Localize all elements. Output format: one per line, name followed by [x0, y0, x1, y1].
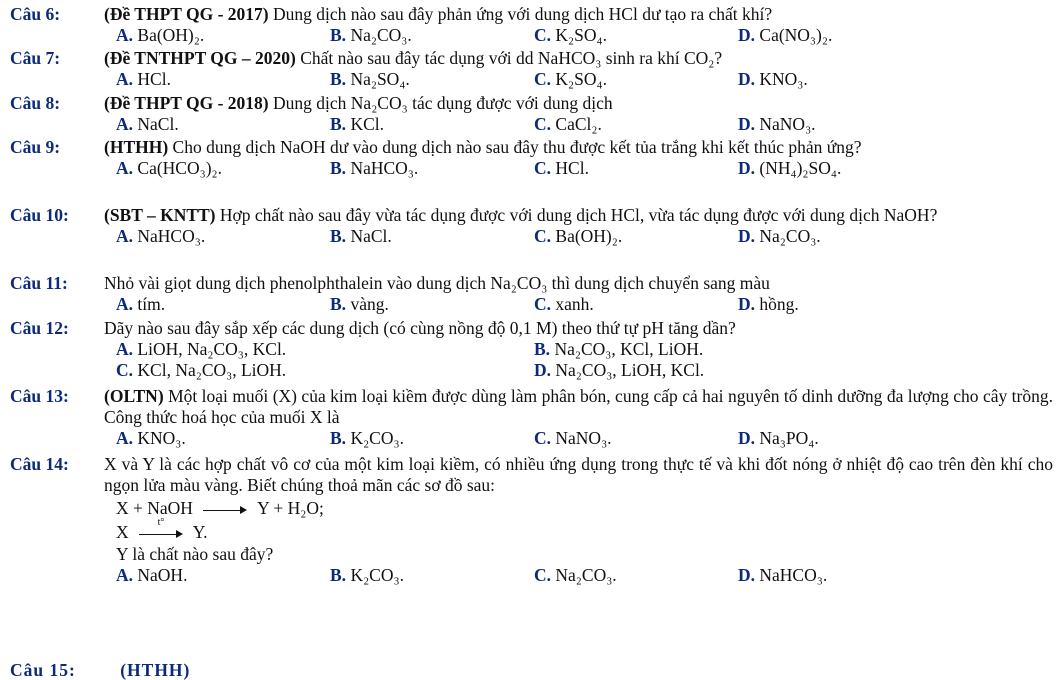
options-row [104, 360, 1053, 381]
option-b: B. KCl. [330, 114, 384, 134]
option-b: B. NaHCO₃. [330, 158, 419, 178]
options-row [104, 158, 1053, 179]
option-a: A. tím. [116, 294, 166, 314]
option-a: A. Ba(OH)₂. [116, 25, 205, 45]
question-number: Câu 9: [10, 137, 61, 157]
question-stem [104, 454, 1053, 496]
question-source: (HTHH) [120, 660, 191, 680]
option-b: B. Na₂CO₃. [330, 25, 412, 45]
option-a: A. NaCl. [116, 114, 179, 134]
question-text: Dung dịch Na₂CO₃ tác dụng được với dung dịch [268, 93, 613, 113]
option-a: A. HCl. [116, 69, 171, 89]
option-b: B. K₂CO₃. [330, 565, 404, 585]
option-c: C. CaCl₂. [534, 114, 602, 134]
question-stem [104, 93, 1053, 114]
option-c: C. Ba(OH)₂. [534, 226, 623, 246]
question-13 [10, 386, 1053, 449]
reaction-line-2: X t° Y. [116, 516, 208, 542]
question-stem [104, 48, 1053, 69]
option-d: D. Na₂CO₃. [738, 226, 821, 246]
question-source: (SBT – KNTT) [104, 205, 216, 225]
option-c: C. KCl, Na₂CO₃, LiOH. [116, 360, 287, 380]
options-row [104, 25, 1053, 46]
options-row [104, 294, 1053, 315]
question-text: Chất nào sau đây tác dụng với dd NaHCO₃ sinh ra khí CO₂? [295, 48, 723, 68]
question-7 [10, 48, 1053, 90]
option-c: C. K₂SO₄. [534, 69, 607, 89]
question-source: (OLTN) [104, 386, 164, 406]
option-d: D. Na₃PO₄. [738, 428, 819, 448]
question-source: (HTHH) [104, 137, 169, 157]
option-c: C. HCl. [534, 158, 589, 178]
question-9 [10, 137, 1053, 179]
question-text: X và Y là các hợp chất vô cơ của một kim loại kiềm, có nhiều ứng dụng trong thực tế và khi đốt nóng ở nhiệt độ cao trên đèn khí cho ngọn lửa màu vàng. Biết chúng thoả mãn các sơ đồ sau: [104, 454, 1053, 495]
option-d: D. NaHCO₃. [738, 565, 828, 585]
question-14 [10, 454, 1053, 586]
options-row [104, 565, 1053, 586]
option-c: C. xanh. [534, 294, 594, 314]
option-a: A. NaHCO₃. [116, 226, 206, 246]
options-row [104, 226, 1053, 247]
question-number: Câu 7: [10, 48, 61, 68]
right-arrow-icon [203, 504, 247, 516]
question-number: Câu 10: [10, 205, 69, 225]
reaction-line-1: X + NaOH Y + H₂O; [116, 498, 324, 518]
option-d: D. hồng. [738, 294, 799, 314]
option-a: A. LiOH, Na₂CO₃, KCl. [116, 339, 287, 359]
question-text: Cho dung dịch NaOH dư vào dung dịch nào sau đây thu được kết tủa trắng khi kết thúc phản ứng? [168, 137, 862, 157]
options-row [104, 114, 1053, 135]
question-prompt: Y là chất nào sau đây? [116, 544, 274, 564]
option-b: B. K₂CO₃. [330, 428, 404, 448]
question-text: Hợp chất nào sau đây vừa tác dụng được với dung dịch HCl, vừa tác dụng được với dung dịch NaOH? [215, 205, 938, 225]
question-number: Câu 11: [10, 273, 68, 293]
option-d: D. (NH₄)₂SO₄. [738, 158, 842, 178]
question-number: Câu 6: [10, 4, 61, 24]
question-12 [10, 318, 1053, 381]
options-row [104, 69, 1053, 90]
question-number: Câu 13: [10, 386, 69, 406]
question-11 [10, 273, 1053, 315]
question-source: (Đề THPT QG - 2018) [104, 93, 269, 113]
question-number: Câu 15: [10, 660, 76, 680]
question-15-cutoff [10, 660, 710, 680]
option-b: B. vàng. [330, 294, 389, 314]
question-stem [104, 137, 1053, 158]
option-a: A. KNO₃. [116, 428, 186, 448]
option-c: C. K₂SO₄. [534, 25, 607, 45]
question-6 [10, 4, 1053, 46]
heat-arrow-icon: t° [139, 528, 183, 540]
option-d: D. Na₂CO₃, LiOH, KCl. [534, 360, 705, 380]
question-number: Câu 12: [10, 318, 69, 338]
option-c: C. Na₂CO₃. [534, 565, 617, 585]
question-text: Nhỏ vài giọt dung dịch phenolphthalein vào dung dịch Na₂CO₃ thì dung dịch chuyển sang màu [104, 273, 770, 293]
options-row [104, 339, 1053, 360]
question-stem [104, 4, 1053, 25]
question-text: Dung dịch nào sau đây phản ứng với dung dịch HCl dư tạo ra chất khí? [268, 4, 773, 24]
option-d: D. NaNO₃. [738, 114, 816, 134]
option-b: B. Na₂CO₃, KCl, LiOH. [534, 339, 704, 359]
option-c: C. NaNO₃. [534, 428, 612, 448]
question-number: Câu 14: [10, 454, 69, 474]
question-stem [104, 318, 1053, 339]
question-stem [104, 386, 1053, 428]
option-b: B. Na₂SO₄. [330, 69, 410, 89]
question-10 [10, 205, 1053, 247]
option-a: A. Ca(HCO₃)₂. [116, 158, 223, 178]
question-stem [104, 273, 1053, 294]
question-8 [10, 93, 1053, 135]
option-a: A. NaOH. [116, 565, 188, 585]
option-d: D. Ca(NO₃)₂. [738, 25, 833, 45]
question-source: (Đề THPT QG - 2017) [104, 4, 269, 24]
question-number: Câu 8: [10, 93, 61, 113]
question-source: (Đề TNTHPT QG – 2020) [104, 48, 296, 68]
options-row [104, 428, 1053, 449]
question-stem [104, 205, 1053, 226]
question-text: Dãy nào sau đây sắp xếp các dung dịch (có cùng nồng độ 0,1 M) theo thứ tự pH tăng dần? [104, 318, 736, 338]
option-d: D. KNO₃. [738, 69, 808, 89]
reaction-scheme [116, 496, 1053, 544]
question-text: Một loại muối (X) của kim loại kiềm được dùng làm phân bón, cung cấp cả hai nguyên tố dinh dưỡng đa lượng cho cây trồng. Công thức hoá học của muối X là [104, 386, 1053, 427]
option-b: B. NaCl. [330, 226, 392, 246]
